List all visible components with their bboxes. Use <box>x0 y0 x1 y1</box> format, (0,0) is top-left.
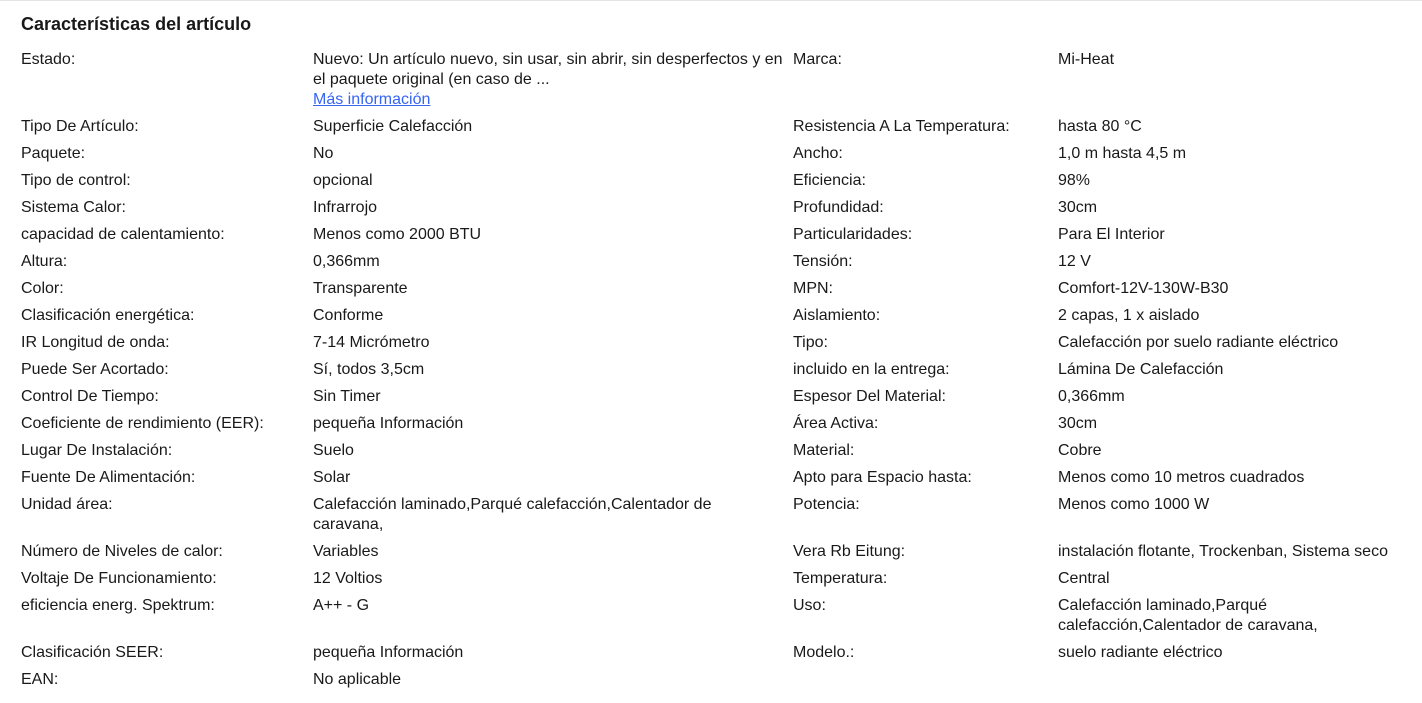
spec-label-text: IR Longitud de onda: <box>21 334 170 351</box>
spec-label <box>21 196 313 223</box>
spec-value-text: Superficie Calefacción <box>313 118 473 135</box>
spec-value <box>1058 169 1422 196</box>
spec-value <box>313 250 793 277</box>
spec-value-text: Sí, todos 3,5cm <box>313 361 425 378</box>
spec-value <box>313 304 793 331</box>
spec-label-text: Potencia: <box>793 496 860 513</box>
spec-label <box>793 277 1058 304</box>
spec-label-text: Apto para Espacio hasta: <box>793 469 972 486</box>
spec-label-text: Material: <box>793 442 855 459</box>
spec-label-text: Particularidades: <box>793 226 913 243</box>
spec-value-text: Cobre <box>1058 442 1102 459</box>
spec-label <box>793 196 1058 223</box>
spec-value <box>1058 223 1422 250</box>
spec-label <box>21 331 313 358</box>
spec-value <box>1058 196 1422 223</box>
spec-label <box>793 439 1058 466</box>
spec-label <box>793 358 1058 385</box>
spec-label-text: Uso: <box>793 597 826 614</box>
spec-label <box>793 169 1058 196</box>
spec-label <box>793 304 1058 331</box>
spec-label-text: capacidad de calentamiento: <box>21 226 225 243</box>
spec-label <box>793 142 1058 169</box>
spec-label <box>21 304 313 331</box>
spec-label-text: Voltaje De Funcionamiento: <box>21 570 217 587</box>
spec-value <box>1058 668 1422 695</box>
spec-value-text: Comfort-12V-130W-B30 <box>1058 280 1229 297</box>
spec-label-text: Marca: <box>793 51 842 68</box>
spec-value <box>1058 142 1422 169</box>
spec-label-text: Fuente De Alimentación: <box>21 469 196 486</box>
spec-label <box>793 385 1058 412</box>
spec-label <box>793 48 1058 115</box>
spec-label <box>793 567 1058 594</box>
spec-value <box>313 594 793 641</box>
spec-label <box>793 331 1058 358</box>
spec-label <box>21 439 313 466</box>
spec-label-text: Clasificación SEER: <box>21 644 164 661</box>
spec-value <box>313 540 793 567</box>
spec-value <box>1058 439 1422 466</box>
spec-value-text: opcional <box>313 172 373 189</box>
spec-value-text: instalación flotante, Trockenban, Sistema seco <box>1058 543 1388 560</box>
spec-value-text: Calefacción por suelo radiante eléctrico <box>1058 334 1339 351</box>
spec-value-text: Calefacción laminado,Parqué calefacción,Calentador de caravana, <box>1058 597 1318 634</box>
spec-value <box>313 385 793 412</box>
spec-value-text: Transparente <box>313 280 408 297</box>
spec-label-text: Área Activa: <box>793 415 879 432</box>
spec-value <box>313 668 793 695</box>
spec-value <box>313 358 793 385</box>
section-title: Características del artículo <box>21 14 252 34</box>
spec-value <box>1058 641 1422 668</box>
spec-value-text: Menos como 10 metros cuadrados <box>1058 469 1305 486</box>
spec-label-text: Temperatura: <box>793 570 888 587</box>
spec-value-text: Solar <box>313 469 351 486</box>
spec-value-text: Calefacción laminado,Parqué calefacción,Calentador de caravana, <box>313 496 712 533</box>
spec-value <box>1058 412 1422 439</box>
spec-value-text: A++ - G <box>313 597 370 614</box>
spec-label <box>21 142 313 169</box>
spec-value <box>313 169 793 196</box>
spec-label-text: Control De Tiempo: <box>21 388 159 405</box>
spec-label-text: Espesor Del Material: <box>793 388 946 405</box>
spec-value <box>313 115 793 142</box>
spec-value-text: hasta 80 °C <box>1058 118 1142 135</box>
spec-label <box>21 115 313 142</box>
item-specifics-grid <box>21 48 1422 695</box>
spec-label-text: Resistencia A La Temperatura: <box>793 118 1010 135</box>
spec-value <box>313 142 793 169</box>
spec-value-text: Conforme <box>313 307 384 324</box>
spec-label-text: Clasificación energética: <box>21 307 195 324</box>
spec-label-text: Número de Niveles de calor: <box>21 543 223 560</box>
spec-label <box>21 567 313 594</box>
spec-label-text: Tipo: <box>793 334 828 351</box>
top-divider <box>0 0 1422 1</box>
more-info-link[interactable]: Más información <box>313 91 431 108</box>
spec-value <box>1058 304 1422 331</box>
spec-value-text: No <box>313 145 334 162</box>
spec-label-text: Altura: <box>21 253 68 270</box>
spec-value-text: 0,366mm <box>313 253 380 270</box>
spec-value-text: Nuevo: Un artículo nuevo, sin usar, sin abrir, sin desperfectos y en el paquete original (en caso de ... <box>313 51 783 88</box>
spec-value-text: Mi-Heat <box>1058 51 1115 68</box>
spec-value-text: 2 capas, 1 x aislado <box>1058 307 1200 324</box>
spec-value <box>1058 358 1422 385</box>
spec-label-text: Tensión: <box>793 253 853 270</box>
spec-value <box>1058 48 1422 115</box>
spec-label-text: Profundidad: <box>793 199 884 216</box>
spec-label <box>793 250 1058 277</box>
spec-value <box>1058 466 1422 493</box>
spec-value <box>313 439 793 466</box>
spec-label-text: Puede Ser Acortado: <box>21 361 169 378</box>
spec-value <box>1058 567 1422 594</box>
spec-value-text: suelo radiante eléctrico <box>1058 644 1223 661</box>
spec-value-text: Menos como 2000 BTU <box>313 226 482 243</box>
spec-label <box>793 412 1058 439</box>
spec-label <box>793 115 1058 142</box>
spec-label <box>793 641 1058 668</box>
spec-label <box>21 277 313 304</box>
spec-value-text: pequeña Información <box>313 415 464 432</box>
spec-label-text: Eficiencia: <box>793 172 866 189</box>
spec-value-text: Variables <box>313 543 379 560</box>
spec-label-text: Tipo De Artículo: <box>21 118 139 135</box>
spec-value-text: 98% <box>1058 172 1091 189</box>
spec-label-text: Vera Rb Eitung: <box>793 543 906 560</box>
spec-label <box>793 466 1058 493</box>
spec-value <box>1058 331 1422 358</box>
spec-value <box>313 641 793 668</box>
spec-value-text: 12 V <box>1058 253 1091 270</box>
spec-value-text: 7-14 Micrómetro <box>313 334 430 351</box>
spec-label-text: Paquete: <box>21 145 86 162</box>
spec-label <box>793 493 1058 540</box>
spec-value-text: 12 Voltios <box>313 570 383 587</box>
spec-label <box>21 169 313 196</box>
spec-label <box>21 385 313 412</box>
spec-value <box>313 48 793 115</box>
spec-value <box>1058 540 1422 567</box>
spec-label-text: Color: <box>21 280 64 297</box>
spec-label <box>21 358 313 385</box>
spec-label-text: Estado: <box>21 51 76 68</box>
spec-label <box>793 223 1058 250</box>
spec-label <box>21 466 313 493</box>
spec-label <box>21 641 313 668</box>
spec-value <box>313 331 793 358</box>
spec-label-text: MPN: <box>793 280 833 297</box>
spec-value-text: pequeña Información <box>313 644 464 661</box>
spec-value <box>1058 493 1422 540</box>
spec-label-text: eficiencia energ. Spektrum: <box>21 597 215 614</box>
spec-label <box>793 594 1058 641</box>
spec-value-text: 30cm <box>1058 199 1098 216</box>
spec-value <box>313 223 793 250</box>
spec-label-text: Sistema Calor: <box>21 199 126 216</box>
spec-value-text: Central <box>1058 570 1110 587</box>
spec-label <box>21 412 313 439</box>
spec-value <box>1058 115 1422 142</box>
spec-label-text: Aislamiento: <box>793 307 881 324</box>
spec-value-text: Suelo <box>313 442 354 459</box>
spec-value-text: No aplicable <box>313 671 402 688</box>
spec-value <box>313 277 793 304</box>
spec-value-text: 30cm <box>1058 415 1098 432</box>
spec-label-text: Ancho: <box>793 145 843 162</box>
spec-label <box>21 493 313 540</box>
spec-value-text: 1,0 m hasta 4,5 m <box>1058 145 1187 162</box>
spec-label <box>793 668 1058 695</box>
spec-value-text: Para El Interior <box>1058 226 1165 243</box>
spec-value-text: Menos como 1000 W <box>1058 496 1210 513</box>
spec-label-text: Unidad área: <box>21 496 113 513</box>
spec-label <box>21 223 313 250</box>
spec-value-text: 0,366mm <box>1058 388 1125 405</box>
spec-label-text: Lugar De Instalación: <box>21 442 173 459</box>
spec-label-text: Tipo de control: <box>21 172 131 189</box>
spec-value-text: Sin Timer <box>313 388 381 405</box>
spec-label-text: Coeficiente de rendimiento (EER): <box>21 415 264 432</box>
spec-label-text: incluido en la entrega: <box>793 361 950 378</box>
spec-value <box>1058 594 1422 641</box>
spec-label-text: EAN: <box>21 671 59 688</box>
spec-label <box>21 540 313 567</box>
spec-value <box>1058 250 1422 277</box>
spec-value <box>313 196 793 223</box>
spec-value <box>313 412 793 439</box>
spec-value <box>313 493 793 540</box>
spec-value <box>1058 385 1422 412</box>
spec-label <box>21 48 313 115</box>
spec-value-text: Lámina De Calefacción <box>1058 361 1224 378</box>
spec-value-text: Infrarrojo <box>313 199 378 216</box>
spec-label <box>21 594 313 641</box>
spec-value <box>313 466 793 493</box>
spec-label-text: Modelo.: <box>793 644 855 661</box>
spec-label <box>21 668 313 695</box>
spec-label <box>21 250 313 277</box>
spec-value <box>1058 277 1422 304</box>
spec-value <box>313 567 793 594</box>
spec-label <box>793 540 1058 567</box>
